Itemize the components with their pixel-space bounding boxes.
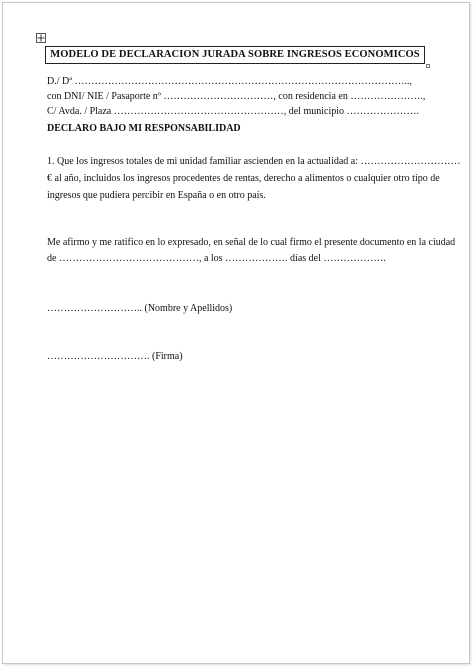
id-residence-line: con DNI/ NIE / Pasaporte nº ……………………………, con residencia en …………………., bbox=[47, 91, 426, 102]
move-handle-icon[interactable] bbox=[36, 33, 46, 43]
name-line: D./ Dª ……………………………………………………………………………………….., bbox=[47, 76, 412, 87]
income-paragraph-line-3: ingresos que pudiera percibir en España o en otro país. bbox=[47, 190, 266, 201]
declaration-heading: DECLARO BAJO MI RESPONSABILIDAD bbox=[47, 123, 241, 134]
ratification-line-1: Me afirmo y me ratifico en lo expresado, en señal de lo cual firmo el presente documento en la ciudad bbox=[47, 237, 456, 248]
address-line: C/ Avda. / Plaza ……………………………………………, del municipio …………………. bbox=[47, 106, 420, 117]
signature-name-line: ……………………….. (Nombre y Apellidos) bbox=[47, 303, 233, 314]
income-paragraph-line-1: 1. Que los ingresos totales de mi unidad familiar ascienden en la actualidad a: ………………………… bbox=[47, 156, 461, 167]
resize-handle-icon[interactable] bbox=[426, 64, 430, 68]
document-title: MODELO DE DECLARACION JURADA SOBRE INGRESOS ECONOMICOS bbox=[45, 46, 425, 64]
income-paragraph-line-2: € al año, incluidos los ingresos procedentes de rentas, derecho a alimentos o cualquier otro tipo de bbox=[47, 173, 440, 184]
signature-sign-line: …………………………. (Firma) bbox=[47, 351, 183, 362]
ratification-line-2: de ……………………………………, a los ………………. días del ………………. bbox=[47, 253, 386, 264]
